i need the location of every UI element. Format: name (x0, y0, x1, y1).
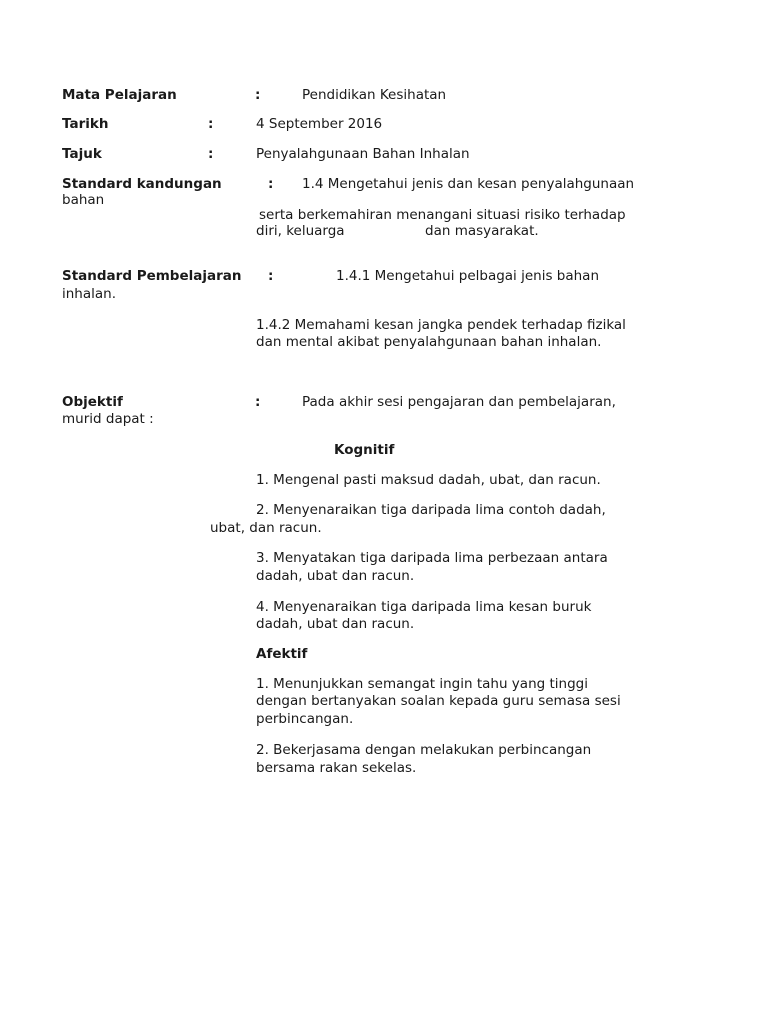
standard-kandungan-label: Standard kandungan (62, 176, 222, 192)
standard-kandungan-line2: bahan (62, 192, 105, 208)
kognitif-item-2-line1: 2. Menyenaraikan tiga daripada lima contoh dadah, (256, 502, 606, 518)
tajuk-colon: : (208, 146, 214, 162)
afektif-item-1-line2: dengan bertanyakan soalan kepada guru semasa sesi (256, 693, 621, 709)
objektif-label: Objektif (62, 394, 123, 410)
kognitif-item-3-line1: 3. Menyatakan tiga daripada lima perbezaan antara (256, 550, 608, 566)
standard-pembelajaran-item1-line1: 1.4.1 Mengetahui pelbagai jenis bahan (336, 268, 600, 284)
tajuk-label: Tajuk (62, 146, 102, 162)
standard-pembelajaran-item1-line2: inhalan. (62, 286, 117, 302)
standard-kandungan-line3: serta berkemahiran menangani situasi risiko terhadap (259, 207, 626, 223)
afektif-item-2-line1: 2. Bekerjasama dengan melakukan perbincangan (256, 742, 592, 758)
objektif-colon: : (255, 394, 261, 410)
objektif-line2: murid dapat : (62, 411, 154, 427)
standard-kandungan-line1: 1.4 Mengetahui jenis dan kesan penyalahgunaan (302, 176, 635, 192)
kognitif-heading: Kognitif (334, 442, 395, 458)
standard-pembelajaran-label: Standard Pembelajaran (62, 268, 242, 284)
standard-kandungan-colon: : (268, 176, 274, 192)
kognitif-item-1: 1. Mengenal pasti maksud dadah, ubat, dan racun. (256, 472, 601, 488)
standard-kandungan-line4b: dan masyarakat. (425, 223, 539, 239)
tarikh-value: 4 September 2016 (256, 116, 383, 132)
kognitif-item-2-line2: ubat, dan racun. (210, 520, 322, 536)
afektif-item-2-line2: bersama rakan sekelas. (256, 760, 417, 776)
objektif-line1: Pada akhir sesi pengajaran dan pembelajaran, (302, 394, 616, 410)
mata-pelajaran-value: Pendidikan Kesihatan (302, 87, 447, 103)
afektif-heading: Afektif (256, 646, 308, 662)
tajuk-value: Penyalahgunaan Bahan Inhalan (256, 146, 470, 162)
mata-pelajaran-label: Mata Pelajaran (62, 87, 177, 103)
kognitif-item-4-line2: dadah, ubat dan racun. (256, 616, 415, 632)
standard-pembelajaran-colon: : (268, 268, 274, 284)
tarikh-colon: : (208, 116, 214, 132)
mata-pelajaran-colon: : (255, 87, 261, 103)
kognitif-item-3-line2: dadah, ubat dan racun. (256, 568, 415, 584)
standard-kandungan-line4a: diri, keluarga (256, 223, 345, 239)
standard-pembelajaran-item2-line2: dan mental akibat penyalahgunaan bahan inhalan. (256, 334, 602, 350)
afektif-item-1-line1: 1. Menunjukkan semangat ingin tahu yang tinggi (256, 676, 588, 692)
tarikh-label: Tarikh (62, 116, 109, 132)
kognitif-item-4-line1: 4. Menyenaraikan tiga daripada lima kesan buruk (256, 599, 592, 615)
afektif-item-1-line3: perbincangan. (256, 711, 354, 727)
standard-pembelajaran-item2-line1: 1.4.2 Memahami kesan jangka pendek terhadap fizikal (256, 317, 626, 333)
